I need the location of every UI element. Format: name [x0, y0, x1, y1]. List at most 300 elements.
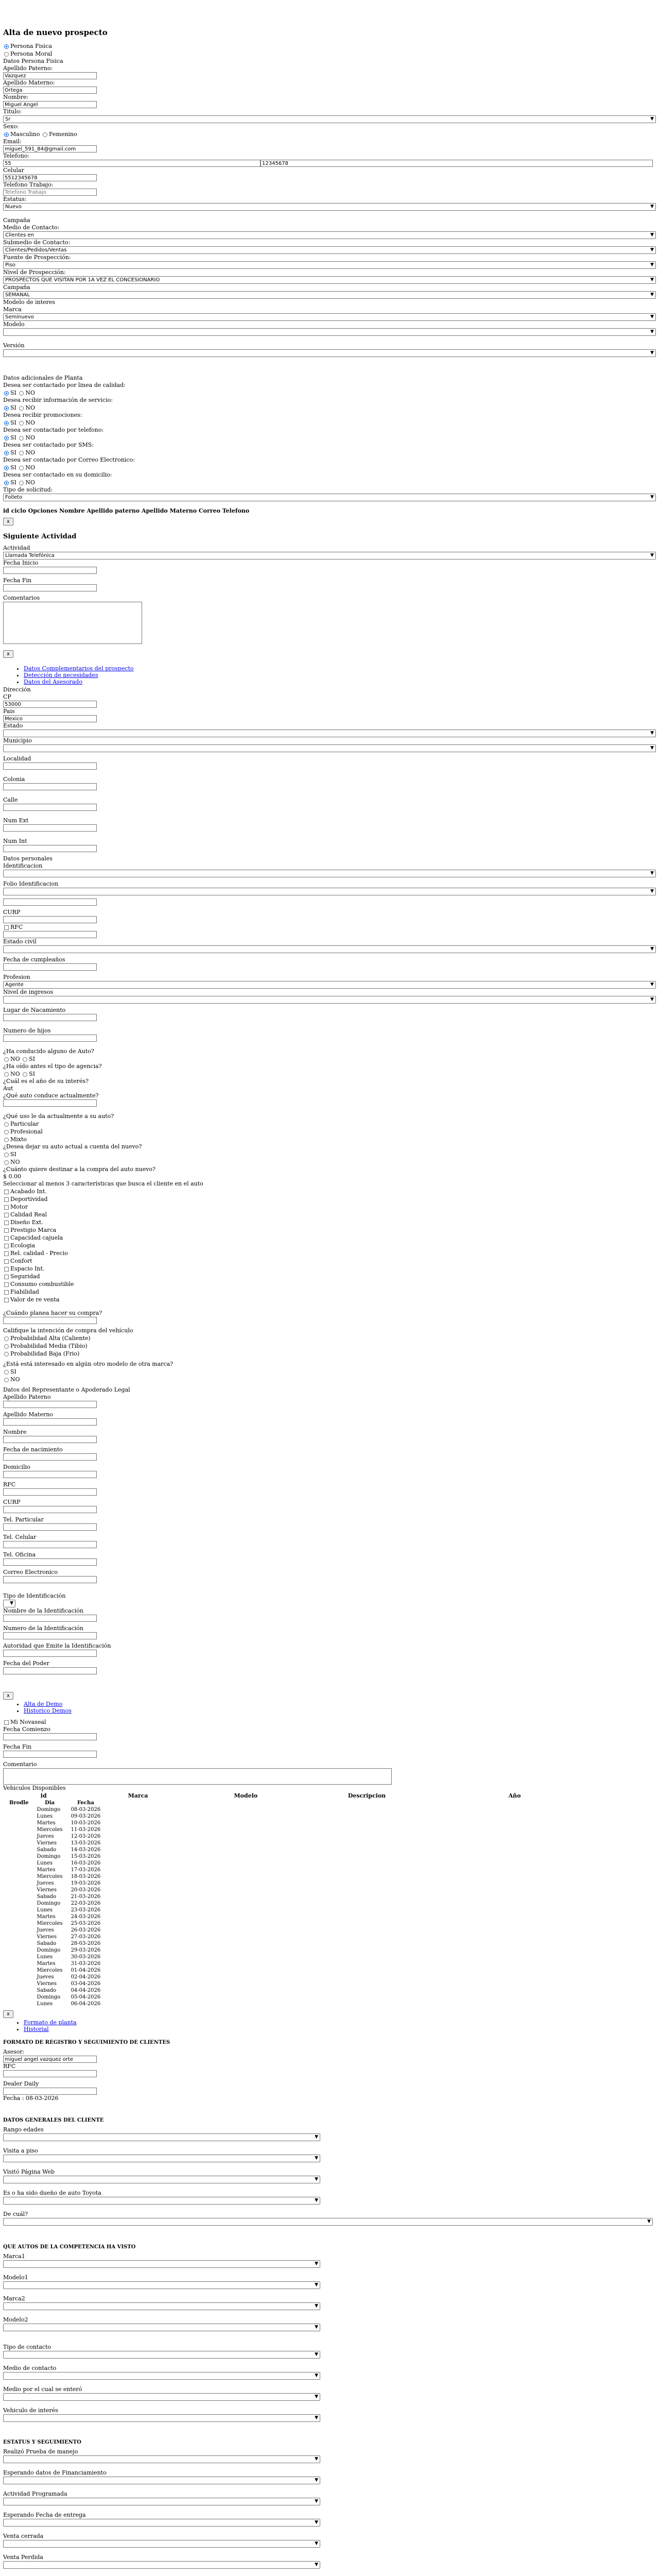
localidad-input[interactable]: [3, 762, 97, 770]
dg_fields-select[interactable]: [3, 2133, 320, 2141]
prob-alta-radio[interactable]: [4, 1336, 9, 1341]
cal-dia-cell: Miercoles: [37, 1874, 63, 1879]
dom-si-radio[interactable]: [4, 481, 9, 485]
autoridad-input[interactable]: [3, 1650, 97, 1657]
caract-item: [3, 1257, 656, 1265]
rfc-input[interactable]: [3, 931, 97, 938]
dg_fields-select[interactable]: [3, 2197, 320, 2205]
dinero-value: $ 0.00: [3, 1173, 21, 1180]
resp-field-input[interactable]: [3, 1506, 97, 1513]
persona-fisica-label: Persona Fisica: [10, 43, 53, 49]
fecha-poder-input[interactable]: [3, 1667, 97, 1674]
campana-select[interactable]: SEMANAL ▼: [3, 291, 656, 299]
estado-civil-select[interactable]: [3, 945, 656, 953]
cal-brodle-cell[interactable]: [5, 1920, 33, 1927]
calendar-row: [5, 1846, 105, 1853]
nombre-input[interactable]: [3, 101, 97, 108]
cal-dia-cell: Jueves: [37, 1974, 54, 1980]
num-ident-input[interactable]: [3, 1632, 97, 1639]
identificacion-label: Identificacion: [3, 862, 43, 869]
persona-moral-radio[interactable]: [4, 52, 9, 57]
q-promos-label: Desea recibir promociones:: [3, 412, 82, 418]
cal-brodle-cell[interactable]: [5, 1867, 33, 1873]
caract-label: Ecologia: [10, 1242, 36, 1249]
caract-label: Espacio Int.: [10, 1265, 45, 1272]
cal-brodle-cell[interactable]: [5, 1806, 33, 1813]
chevron-down-icon: ▼: [315, 2352, 318, 2357]
comentario2-textarea[interactable]: [3, 1768, 392, 1785]
comp_fields-select[interactable]: [3, 2324, 320, 2331]
cp-input[interactable]: [3, 701, 97, 708]
prob-baja-radio[interactable]: [4, 1352, 9, 1357]
mi-novaseal-checkbox[interactable]: [4, 1720, 9, 1725]
caract-checkbox[interactable]: [4, 1228, 9, 1233]
cal-dia-cell: Domingo: [37, 1994, 61, 2000]
cal-col-brodle: Brodle: [9, 1800, 29, 1806]
estado-label: Estado: [3, 722, 23, 729]
colonia-input[interactable]: [3, 783, 97, 790]
cal-brodle-cell[interactable]: [5, 1934, 33, 1940]
vehiculos-table: [3, 1792, 595, 1800]
chevron-down-icon: ▼: [650, 277, 654, 282]
calendar-row: [5, 1806, 105, 1813]
contact_fields-select[interactable]: [3, 2372, 320, 2380]
cuenta-si-radio[interactable]: [4, 1153, 9, 1157]
contactado-no-radio[interactable]: [19, 391, 24, 396]
cal-brodle-cell[interactable]: [5, 1913, 33, 1920]
cal-dia-cell: Domingo: [37, 1807, 61, 1812]
link-historico-demos[interactable]: Historico Demos: [24, 1707, 72, 1714]
identificacion-select[interactable]: [3, 870, 656, 877]
chevron-down-icon: ▼: [10, 1601, 13, 1606]
resp-field-input[interactable]: [3, 1471, 97, 1478]
resp-field-input[interactable]: [3, 1401, 97, 1408]
caract-checkbox[interactable]: [4, 1221, 9, 1225]
ap-paterno-label: Apellido Paterno:: [3, 65, 53, 72]
nombre-ident-input[interactable]: [3, 1615, 97, 1622]
cal-brodle-cell[interactable]: [5, 1846, 33, 1853]
dg_fields-select[interactable]: [3, 2218, 653, 2226]
chevron-down-icon: ▼: [650, 889, 654, 894]
chevron-down-icon: ▼: [315, 2282, 318, 2287]
q-correo-label: Desea ser contactado por Correo Electronico:: [3, 456, 135, 463]
caract-item: [3, 1211, 656, 1218]
auto-si-radio[interactable]: [23, 1057, 27, 1062]
cal-dia-cell: Sabado: [37, 1941, 57, 1946]
rfc2-input[interactable]: [3, 2070, 97, 2077]
link-formato-planta[interactable]: Formato de planta: [24, 2019, 77, 2026]
cal-brodle-cell[interactable]: [5, 1873, 33, 1880]
cal-brodle-cell[interactable]: [5, 1826, 33, 1833]
email-input[interactable]: [3, 145, 97, 152]
representante-fields: [3, 1394, 656, 1586]
close-button[interactable]: x: [3, 650, 13, 658]
campana-label: Campaña: [3, 217, 30, 224]
cal-fecha-cell: 13-03-2026: [71, 1840, 101, 1846]
caract-checkbox[interactable]: [4, 1259, 9, 1264]
cal-brodle-cell[interactable]: [5, 1960, 33, 1967]
cal-brodle-cell[interactable]: [5, 1820, 33, 1826]
persona-fisica-radio[interactable]: [4, 44, 9, 49]
cp-label: CP: [3, 693, 11, 700]
caract-checkbox[interactable]: [4, 1290, 9, 1295]
calendar-row: [5, 1893, 105, 1900]
chevron-down-icon: ▼: [315, 2562, 318, 2567]
cal-brodle-cell[interactable]: [5, 1954, 33, 1960]
resp-field-input[interactable]: [3, 1523, 97, 1531]
persona-moral-label: Persona Moral: [10, 50, 53, 57]
resp-field-input[interactable]: [3, 1488, 97, 1496]
est_fields-select[interactable]: [3, 2519, 320, 2527]
estado-select[interactable]: [3, 730, 656, 737]
caract-item: [3, 1226, 656, 1234]
est_fields-select[interactable]: [3, 2498, 320, 2505]
cal-fecha-cell: 03-04-2026: [71, 1981, 101, 1987]
num-ext-label: Num Ext: [3, 817, 29, 824]
cal-fecha-cell: 18-03-2026: [71, 1874, 101, 1879]
resp-field-input[interactable]: [3, 1418, 97, 1426]
fecha-cumple-input[interactable]: [3, 963, 97, 971]
cal-brodle-cell[interactable]: [5, 1967, 33, 1974]
caract-checkbox[interactable]: [4, 1298, 9, 1302]
resp-field-label: RFC: [3, 1481, 16, 1488]
calendar-row: [5, 1927, 105, 1934]
ap-paterno-input[interactable]: [3, 72, 97, 79]
fuente-select[interactable]: Piso ▼: [3, 261, 656, 269]
tel-no-radio[interactable]: [19, 436, 24, 440]
link-alta-demo[interactable]: Alta de Demo: [24, 1701, 63, 1707]
cal-dia-cell: Sabado: [37, 1847, 57, 1853]
cal-fecha-cell: 09-03-2026: [71, 1814, 101, 1819]
cal-fecha-cell: 17-03-2026: [71, 1867, 101, 1873]
masculino-radio[interactable]: [4, 132, 9, 137]
uso-profesional-radio[interactable]: [4, 1130, 9, 1134]
info-no-radio[interactable]: [19, 406, 24, 411]
chevron-down-icon: ▼: [650, 997, 654, 1002]
q-prob-label: Califique la intención de compra del vehículo: [3, 1327, 133, 1334]
cal-fecha-cell: 19-03-2026: [71, 1880, 101, 1886]
cal-brodle-cell[interactable]: [5, 1813, 33, 1820]
medio-contacto-label: Medio de Contacto:: [3, 224, 60, 231]
campana2-label: Campaña: [3, 284, 30, 291]
otra-si-radio[interactable]: [4, 1370, 9, 1375]
cal-brodle-cell[interactable]: [5, 1880, 33, 1887]
estatus-label: Estatus:: [3, 196, 27, 202]
contact_fields-select[interactable]: [3, 2414, 320, 2422]
link-datos-asesorado[interactable]: Datos del Asesorado: [24, 679, 82, 685]
calendar-row: [5, 2001, 105, 2007]
marca-select[interactable]: Seminuevo ▼: [3, 313, 656, 321]
cal-dia-cell: Viernes: [37, 1840, 57, 1846]
lada-input[interactable]: [3, 160, 261, 167]
num-int-input[interactable]: [3, 845, 97, 852]
cal-brodle-cell[interactable]: [5, 1853, 33, 1860]
asesor-input[interactable]: [3, 2056, 97, 2063]
est_fields-select[interactable]: [3, 2540, 320, 2548]
sabe-no-radio[interactable]: [4, 1072, 9, 1077]
chevron-down-icon: ▼: [315, 2303, 318, 2309]
fuente-label: Fuente de Prospección:: [3, 254, 71, 261]
cal-fecha-cell: 12-03-2026: [71, 1834, 101, 1839]
cuando-input[interactable]: [3, 1317, 97, 1324]
fecha-fin-input[interactable]: [3, 584, 97, 591]
chevron-down-icon: ▼: [315, 2541, 318, 2546]
page: Alta de nuevo prospecto Persona Fisica Persona Moral Datos Persona Fisica Apellido Paterno: Vazquez Apellido Materno: Ortega Nombre: Miguel Angel Titulo: Sr ▼ Sexo: Masculino Femenino Email: miguel_591_84@gmail.com Telefono: 55 12345678 Celular 5512345678 Telefono Trabajo: Telefono Trabajo Estatus: Nuevo ▼ Campaña Medio de Contacto: Clientes en ▼ Submedio de Contacto: Clientes/Pedidos/Ventas ▼ Fuente de Prospección: Piso ▼ Nivel de Prospección: PROSPECTOS QUE VISITAN POR 1A VEZ EL CONCESIONARIO ▼ Campaña SEMANAL ▼ Modelo de interes Marca Seminuevo ▼ Modelo ▼ Versión ▼ Datos adicionales de Planta Desea ser contactado por linea de calidad: SI NO Desea recibir información de servicio: SI NO Desea recibir promociones: SI NO Desea ser contactado por telefono: SI NO Desea ser contactado por SMS: SI NO Desea ser contactado por Correo Electronico: SI NO Desea ser contactado en su domicilio: SI NO Tipo de solicitud: Folleto ▼ id ciclo Opciones Nombre Apellido paterno Apellido Materno Correo Telefono x Siguiente Actividad Actividad Llamada Telefónica ▼ Fecha Inicio Fecha Fin Comentarios x • Datos Complementarios del prospecto • Detección de necesidades • Datos del Asesorado Dirección CP 53000 Pais Mexico Estado ▼ Municipio ▼ Localidad Colonia Calle Num Ext Num Int Datos personales Identificacion ▼ Folio Identificacion ▼ CURP RFC Estado civil ▼ Fecha de cumpleaños Profesion Agente ▼ Nivel de ingresos ▼ Lugar de Nacamiento Numero de hijos ¿Ha conducido alguno de Auto? NO SI ¿Ha oído antes el tipo de agencia? NO SI ¿Cuál es el año de su interés? Aut ¿Qué auto conduce actualmente? ¿Qué uso le da actualmente a su auto? Particular Profesional Mixto ¿Desea dejar su auto actual a cuenta del nuevo? SI NO ¿Cuánto quiere destinar a la compra del auto nuevo? $ 0.00 Seleccionar al menos 3 características que busca el cliente en el auto Acabado Int. Deportividad Motor Calidad Real Diseño Ext. Prestigio Marca Capacidad cajuela Ecologia Rel. calidad - Precio Confort Espacio Int. Seguridad Consumo combustible Fiabilidad Valor de re venta ¿Cuándo planea hacer su compra? Califique la intención de compra del vehículo Probabilidad Alta (Caliente) Probabilidad Media (Tibio) Probabilidad Baja (Frio) ¿Está está interesado en algún otro modelo de otra marca? SI NO Datos del Representante o Apoderado Legal Apellido Paterno Apellido Materno Nombre Fecha de nacimiento Domicilio RFC CURP Tel. Particular Tel. Celular Tel. Oficina Correo Electronico Tipo de Identificación ▼ Nombre de la Identificación Numero de la Identificación Autoridad que Emite la Identificación Fecha del Poder x • Alta de Demo • Historico Demos Mi Novaseal Fecha Comienzo Fecha Fin Comentario Vehiculos Disponibles id Marca Modelo Descripcion Año Brodle Dia Fecha Domingo 08-03-2026 Lunes 09-03-2026 Martes 10-03-2026 Miercoles 11-03-2026 Jueves 12-03-2026 Viernes 13-03-2026 Sabado 14-03-2026 Domingo 15-03-2026 Lunes 16-03-2026 Martes 17-03-2026 Miercoles 18-03-2026 Jueves 19-03-2026 Viernes 20-03-2026 Sabado 21-03-2026 Domingo 22-03-2026 Lunes 23-03-2026 Martes 24-03-2026 Miercoles 25-03-2026 Jueves 26-03-2026 Viernes 27-03-2026 Sabado 28-03-2026 Domingo 29-03-2026 Lunes 30-03-2026 Martes 31-03-2026 Miercoles 01-04-2026 Jueves 02-04-2026 Viernes 03-04-2026 Sabado 04-04-2026 Domingo 05-04-2026 Lunes 06-04-2026 x • Formato de planta • Historial FORMATO DE REGISTRO Y SEGUIMIENTO DE CLIENTES Asesor: miguel angel vazquez orte RFC Dealer Daily Fecha : 08-03-2026 DATOS GENERALES DEL CLIENTE Rango edades ▼ Visita a piso ▼ Visitó Página Web ▼ Es o ha sido dueño de auto Toyota ▼ De cuál? ▼ QUE AUTOS DE LA COMPETENCIA HA VISTO Marca1 ▼ Modelo1 ▼ Marca2 ▼ Modelo2 ▼ Tipo de contacto ▼ Medio de contacto ▼ Medio por el cual se enteró ▼ Vehiculo de interés ▼ ESTATUS Y SEGUIMIENTO Realizó Prueba de manejo ▼ Esperando datos de Financiamiento ▼ Actividad Programada ▼ Esperando Fecha de entrega ▼ Venta cerrada ▼ Venta Perdida ▼: [0, 0, 659, 2576]
caract-checkbox[interactable]: [4, 1244, 9, 1248]
cal-fecha-cell: 27-03-2026: [71, 1934, 101, 1940]
cal-brodle-cell[interactable]: [5, 1887, 33, 1893]
caract-checkbox[interactable]: [4, 1267, 9, 1272]
nivel-ingresos-select[interactable]: [3, 996, 656, 1004]
cal-brodle-cell[interactable]: [5, 1980, 33, 1987]
nivel-select[interactable]: PROSPECTOS QUE VISITAN POR 1A VEZ EL CONCESIONARIO ▼: [3, 276, 656, 284]
caract-label: Seguridad: [10, 1273, 40, 1280]
cal-dia-cell: Jueves: [37, 1834, 54, 1839]
caract-label: Valor de re venta: [10, 1296, 60, 1303]
dom-no-radio[interactable]: [19, 481, 24, 485]
est_fields-label: Actividad Programada: [3, 2490, 67, 2497]
comentarios-textarea[interactable]: [3, 602, 142, 644]
caract-checkbox[interactable]: [4, 1282, 9, 1287]
auto-no-radio[interactable]: [4, 1057, 9, 1062]
calendar-row: [5, 1987, 105, 1994]
cal-brodle-cell[interactable]: [5, 1940, 33, 1947]
fecha-fin-label: Fecha Fin: [3, 577, 32, 584]
est_fields-select[interactable]: [3, 2455, 320, 2463]
uso-mixto-radio[interactable]: [4, 1138, 9, 1142]
cal-fecha-cell: 25-03-2026: [71, 1921, 101, 1926]
cal-dia-cell: Domingo: [37, 1901, 61, 1906]
cal-brodle-cell[interactable]: [5, 1900, 33, 1907]
dg_fields-label: De cuál?: [3, 2211, 28, 2217]
num-hijos-input[interactable]: [3, 1035, 97, 1042]
chevron-down-icon: ▼: [650, 292, 654, 297]
auto-actual-input[interactable]: [3, 1099, 97, 1107]
fecha-comienzo-input[interactable]: [3, 1733, 97, 1740]
cal-brodle-cell[interactable]: [5, 1994, 33, 2001]
calendar-row: [5, 1853, 105, 1860]
email-label: Email:: [3, 138, 22, 145]
dg_fields-label: Es o ha sido dueño de auto Toyota: [3, 2190, 101, 2196]
cal-brodle-cell[interactable]: [5, 1860, 33, 1867]
celular-input[interactable]: [3, 174, 97, 181]
caracteristicas-list: [3, 1188, 656, 1303]
prob-media-radio[interactable]: [4, 1344, 9, 1349]
veh-col-id: id: [40, 1792, 47, 1799]
datos-generales-fields: [3, 2126, 656, 2232]
q-caract-label: Seleccionar al menos 3 características que busca el cliente en el auto: [3, 1180, 203, 1187]
municipio-label: Municipio: [3, 737, 32, 744]
est_fields-label: Esperando Fecha de entrega: [3, 2512, 86, 2518]
cal-fecha-cell: 04-04-2026: [71, 1988, 101, 1993]
correo-no-radio[interactable]: [19, 466, 24, 470]
resp-field-input[interactable]: [3, 1436, 97, 1443]
q-quien-label: ¿Qué auto conduce actualmente?: [3, 1092, 99, 1099]
cal-brodle-cell[interactable]: [5, 1907, 33, 1913]
cal-brodle-cell[interactable]: [5, 1974, 33, 1980]
calendar-row: [5, 1820, 105, 1826]
promos-no-radio[interactable]: [19, 421, 24, 426]
cal-brodle-cell[interactable]: [5, 1833, 33, 1840]
chevron-down-icon: ▼: [647, 2219, 651, 2224]
cal-fecha-cell: 05-04-2026: [71, 1994, 101, 2000]
sabe-si-radio[interactable]: [23, 1072, 27, 1077]
profesion-select[interactable]: Agente ▼: [3, 981, 656, 989]
resp-field-input[interactable]: [3, 1558, 97, 1566]
caract-label: Fiabilidad: [10, 1289, 39, 1295]
resp-field-input[interactable]: [3, 1541, 97, 1548]
comp_fields-label: Marca2: [3, 2295, 25, 2302]
close-button[interactable]: x: [3, 2010, 13, 2018]
estado-civil-label: Estado civil: [3, 938, 37, 945]
calle-input[interactable]: [3, 804, 97, 811]
cal-fecha-cell: 16-03-2026: [71, 1860, 101, 1866]
fecha-fin2-input[interactable]: [3, 1751, 97, 1758]
pais-input[interactable]: [3, 715, 97, 722]
actividad-select[interactable]: Llamada Telefónica ▼: [3, 552, 656, 560]
calendar-row: [5, 1980, 105, 1987]
close-button[interactable]: x: [3, 1692, 13, 1700]
datos-resp-heading: Datos del Representante o Apoderado Legal: [3, 1386, 130, 1393]
caract-checkbox[interactable]: [4, 1197, 9, 1202]
cal-dia-cell: Miercoles: [37, 1827, 63, 1833]
submedio-select[interactable]: Clientes/Pedidos/Ventas ▼: [3, 246, 656, 254]
num-ext-input[interactable]: [3, 824, 97, 832]
resp-field-input[interactable]: [3, 1576, 97, 1583]
q-sabe-label: ¿Ha oído antes el tipo de agencia?: [3, 1063, 102, 1070]
cal-fecha-cell: 10-03-2026: [71, 1820, 101, 1826]
medio-contacto-select[interactable]: Clientes en ▼: [3, 231, 656, 239]
caract-label: Consumo combustible: [10, 1281, 74, 1287]
link-datos-complementarios[interactable]: Datos Complementarios del prospecto: [24, 665, 134, 672]
veh-col-anio: Año: [508, 1792, 521, 1799]
tipo-ident-select[interactable]: [3, 1600, 15, 1607]
folio-input[interactable]: [3, 899, 97, 906]
estatus-select[interactable]: Nuevo ▼: [3, 203, 656, 211]
cal-brodle-cell[interactable]: [5, 1947, 33, 1954]
nivel-label: Nivel de Prospección:: [3, 269, 66, 276]
cal-brodle-cell[interactable]: [5, 1893, 33, 1900]
caract-checkbox[interactable]: [4, 1236, 9, 1241]
version-label: Versión: [3, 342, 25, 349]
caract-checkbox[interactable]: [4, 1213, 9, 1217]
calendar-row: [5, 1994, 105, 2001]
correo-si-radio[interactable]: [4, 466, 9, 470]
cuenta-no-radio[interactable]: [4, 1160, 9, 1165]
tel-trabajo-input[interactable]: [3, 189, 97, 196]
dg_fields-select[interactable]: [3, 2155, 320, 2162]
caract-checkbox[interactable]: [4, 1275, 9, 1279]
comentarios-label: Comentarios: [3, 595, 40, 601]
curp-input[interactable]: [3, 916, 97, 923]
telefono-input[interactable]: [261, 160, 653, 167]
comp_fields-select[interactable]: [3, 2302, 320, 2310]
tipo-solicitud-select[interactable]: Folleto ▼: [3, 494, 656, 501]
modelo-select[interactable]: [3, 328, 656, 336]
link-deteccion-necesidades[interactable]: Detección de necesidades: [24, 672, 98, 679]
info-si-radio[interactable]: [4, 406, 9, 411]
comp_fields-select[interactable]: [3, 2281, 320, 2289]
q-dinero-label: ¿Cuánto quiere destinar a la compra del auto nuevo?: [3, 1166, 155, 1173]
resp-field-input[interactable]: [3, 1453, 97, 1461]
asesor-label: Asesor:: [3, 2048, 25, 2055]
sms-si-radio[interactable]: [4, 451, 9, 455]
chevron-down-icon: ▼: [315, 2520, 318, 2525]
caract-checkbox[interactable]: [4, 1251, 9, 1256]
chevron-down-icon: ▼: [315, 2156, 318, 2161]
links-list-1: [3, 665, 656, 685]
q-tel-label: Desea ser contactado por telefono:: [3, 427, 104, 433]
contact_fields-select[interactable]: [3, 2393, 320, 2401]
chevron-down-icon: ▼: [650, 116, 654, 122]
chevron-down-icon: ▼: [650, 350, 654, 355]
formato-title: FORMATO DE REGISTRO Y SEGUIMIENTO DE CLIENTES: [3, 2040, 170, 2045]
chevron-down-icon: ▼: [315, 2325, 318, 2330]
est_fields-select[interactable]: [3, 2477, 320, 2484]
ap-materno-input[interactable]: [3, 87, 97, 94]
contactado-si-radio[interactable]: [4, 391, 9, 396]
close-button[interactable]: x: [3, 518, 13, 526]
calle-label: Calle: [3, 796, 18, 803]
municipio-select[interactable]: [3, 744, 656, 752]
cal-brodle-cell[interactable]: [5, 1927, 33, 1934]
tipo-solicitud-label: Tipo de solicitud:: [3, 486, 53, 493]
cal-dia-cell: Viernes: [37, 1934, 57, 1940]
fecha-inicio-label: Fecha Inicio: [3, 560, 39, 566]
femenino-radio[interactable]: [43, 132, 47, 137]
caract-checkbox[interactable]: [4, 1205, 9, 1210]
caract-label: Deportividad: [10, 1196, 48, 1202]
tel-si-radio[interactable]: [4, 436, 9, 440]
resp-field-label: Fecha de nacimiento: [3, 1446, 63, 1453]
sms-no-radio[interactable]: [19, 451, 24, 455]
tel-trabajo-label: Telefono Trabajo:: [3, 181, 54, 188]
version-select[interactable]: [3, 349, 656, 357]
promos-si-radio[interactable]: [4, 421, 9, 426]
folio-ident-select[interactable]: [3, 888, 656, 895]
dealer-label: Dealer Daily: [3, 2080, 39, 2087]
resp-field-label: Apellido Paterno: [3, 1394, 51, 1400]
rfc-checkbox[interactable]: [4, 925, 9, 930]
num-ident-label: Numero de la Identificación: [3, 1625, 84, 1632]
dg_fields-select[interactable]: [3, 2176, 320, 2183]
lugar-nac-input[interactable]: [3, 1014, 97, 1021]
cal-dia-cell: Martes: [37, 1914, 56, 1920]
uso-particular-radio[interactable]: [4, 1122, 9, 1127]
cal-brodle-cell[interactable]: [5, 1840, 33, 1846]
contact_fields-select[interactable]: [3, 2351, 320, 2359]
masculino-label: Masculino: [10, 131, 40, 138]
calendar-row: [5, 1940, 105, 1947]
otra-no-radio[interactable]: [4, 1378, 9, 1382]
cal-dia-cell: Martes: [37, 1820, 56, 1826]
fecha-inicio-input[interactable]: [3, 567, 97, 574]
caract-label: Diseño Ext.: [10, 1219, 43, 1226]
comp_fields-select[interactable]: [3, 2260, 320, 2268]
competencia-fields: [3, 2253, 656, 2337]
cal-brodle-cell[interactable]: [5, 2001, 33, 2007]
cal-fecha-cell: 08-03-2026: [71, 1807, 101, 1812]
est-title: ESTATUS Y SEGUIMIENTO: [3, 2439, 81, 2445]
link-historial[interactable]: Historial: [24, 2026, 49, 2032]
cal-brodle-cell[interactable]: [5, 1987, 33, 1994]
colonia-label: Colonia: [3, 776, 25, 783]
dealer-input[interactable]: [3, 2088, 97, 2095]
titulo-select[interactable]: Sr ▼: [3, 115, 656, 123]
est_fields-select[interactable]: [3, 2561, 320, 2569]
cal-dia-cell: Lunes: [37, 1954, 53, 1960]
caract-checkbox[interactable]: [4, 1190, 9, 1194]
